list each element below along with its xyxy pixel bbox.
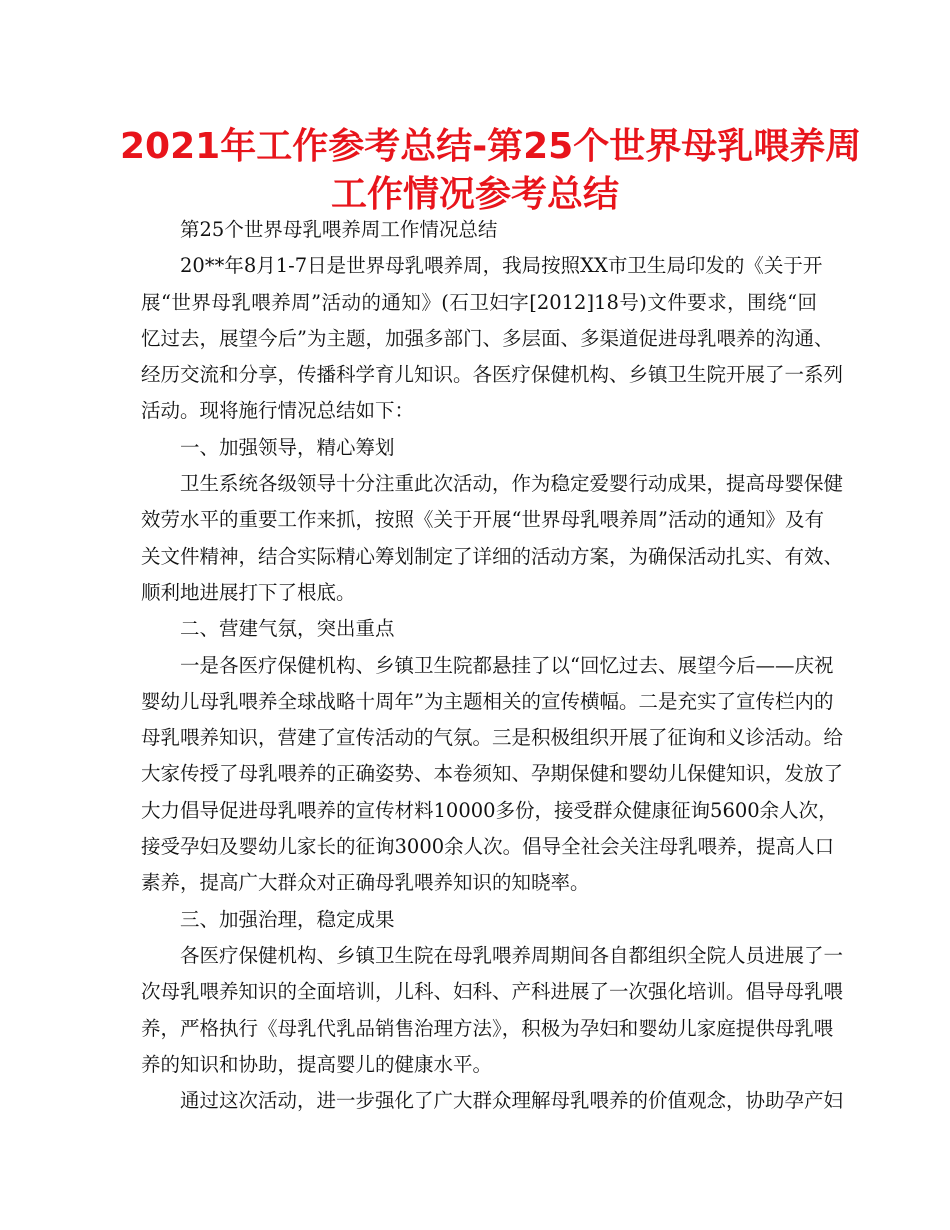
body-line: 养，严格执行《母乳代乳品销售治理方法》，积极为孕妇和婴幼儿家庭提供母乳喂 [141,1016,834,1040]
document-title-line-2: 工作情况参考总结 [330,174,619,215]
body-line: 二、营建气氛，突出重点 [180,617,395,641]
body-line: 大家传授了母乳喂养的正确姿势、本卷须知、孕期保健和婴幼儿保健知识，发放了 [141,762,844,786]
body-line: 第25个世界母乳喂养周工作情况总结 [180,218,498,241]
body-line: 次母乳喂养知识的全面培训，儿科、妇科、产科进展了一次强化培训。倡导母乳喂 [141,980,844,1004]
body-line: 婴幼儿母乳喂养全球战略十周年”为主题相关的宣传横幅。二是充实了宣传栏内的 [141,689,834,713]
body-line: 效劳水平的重要工作来抓，按照《关于开展“世界母乳喂养周”活动的通知》及有 [141,508,824,532]
body-line: 母乳喂养知识，营建了宣传活动的气氛。三是积极组织开展了征询和义诊活动。给 [141,726,844,750]
body-line: 展“世界母乳喂养周”活动的通知》(石卫妇字[2012]18号)文件要求，围绕“回 [141,290,817,314]
body-line: 一是各医疗保健机构、乡镇卫生院都悬挂了以“回忆过去、展望今后——庆祝 [180,653,834,677]
body-line: 养的知识和协助，提高婴儿的健康水平。 [141,1052,493,1076]
body-line: 顺利地进展打下了根底。 [141,580,356,604]
document-title-line-1: 2021年工作参考总结-第25个世界母乳喂养周 [120,126,862,167]
body-line: 活动。现将施行情况总结如下： [141,399,415,423]
body-line: 素养，提高广大群众对正确母乳喂养知识的知晓率。 [141,871,590,895]
body-line: 关文件精神，结合实际精心筹划制定了详细的活动方案，为确保活动扎实、有效、 [141,544,844,568]
body-line: 卫生系统各级领导十分注重此次活动，作为稳定爱婴行动成果，提高母婴保健 [180,472,844,496]
document-body [141,212,844,1119]
body-line: 接受孕妇及婴幼儿家长的征询3000余人次。倡导全社会关注母乳喂养，提高人口 [141,835,835,859]
body-line: 三、加强治理，稳定成果 [180,907,395,931]
body-line: 大力倡导促进母乳喂养的宣传材料10000多份，接受群众健康征询5600余人次， [141,798,838,822]
body-line: 各医疗保健机构、乡镇卫生院在母乳喂养周期间各自都组织全院人员进展了一 [180,943,844,967]
body-line: 忆过去，展望今后”为主题，加强多部门、多层面、多渠道促进母乳喂养的沟通、 [141,326,834,350]
body-line: 通过这次活动，进一步强化了广大群众理解母乳喂养的价值观念，协助孕产妇 [180,1089,844,1113]
body-line: 20**年8月1-7日是世界母乳喂养周，我局按照XX市卫生局印发的《关于开 [180,254,823,278]
body-line: 经历交流和分享，传播科学育儿知识。各医疗保健机构、乡镇卫生院开展了一系列 [141,363,844,387]
body-line: 一、加强领导，精心筹划 [180,435,395,459]
